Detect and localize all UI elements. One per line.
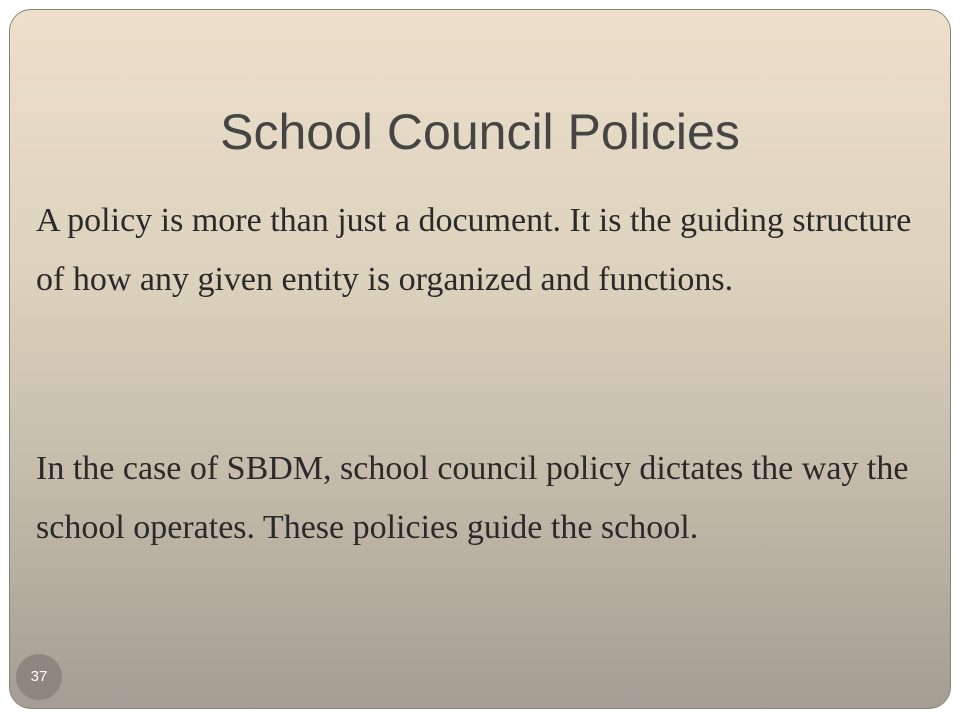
body-paragraph-2: In the case of SBDM, school council policy dictates the way the school operates. These policies guide the school.: [36, 450, 909, 546]
slide: [9, 9, 951, 709]
body-paragraph-1: A policy is more than just a document. It is the guiding structure of how any given entity is organized and functions.: [36, 202, 912, 298]
slide-title: School Council Policies: [220, 104, 740, 160]
page-number-badge: 37: [16, 654, 62, 700]
